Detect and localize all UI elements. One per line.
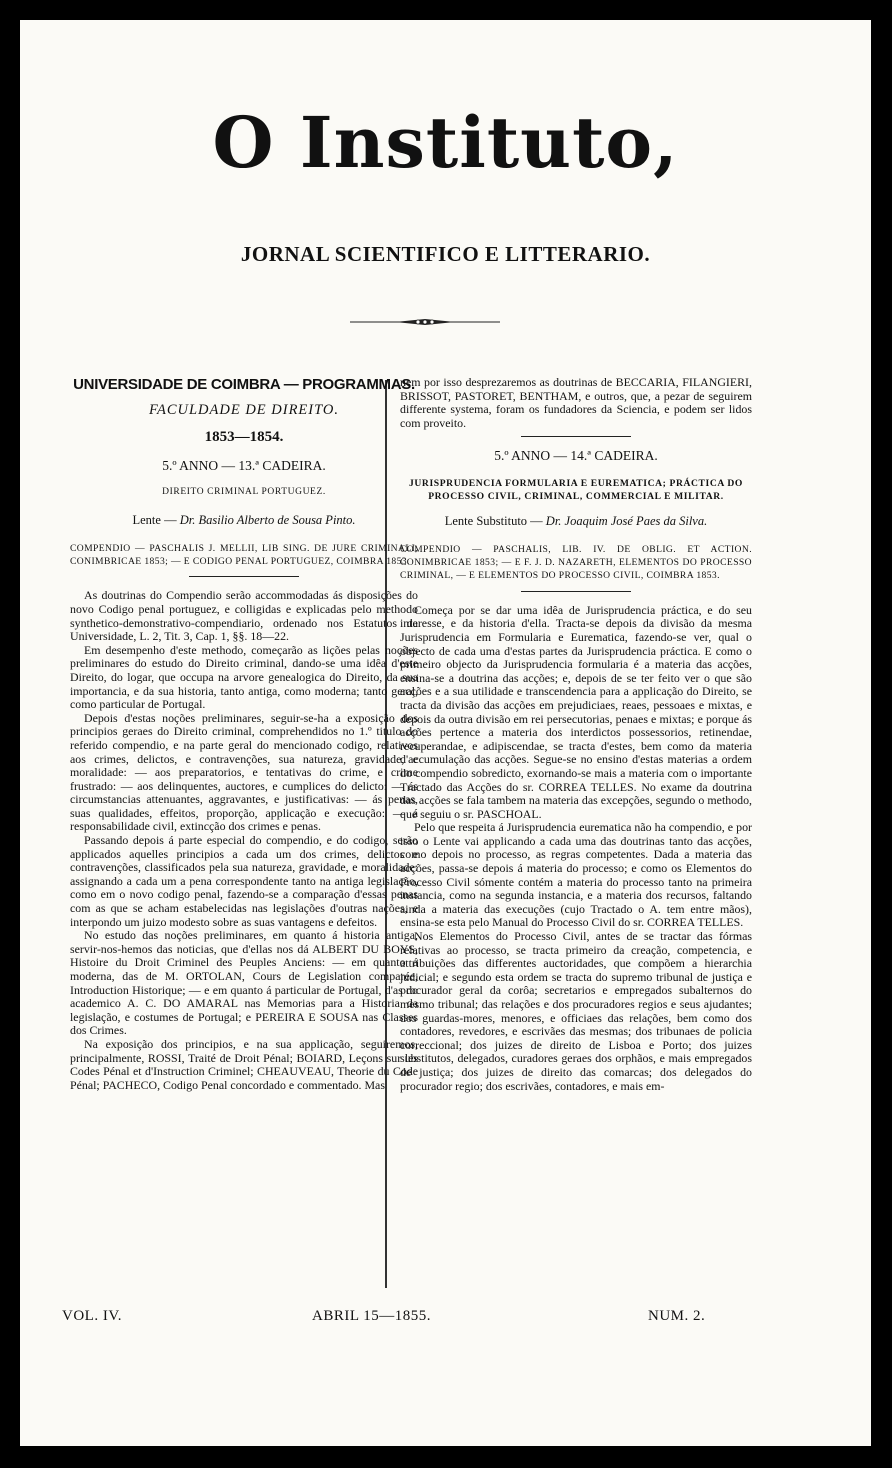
left-column [70,376,418,1092]
right-column [400,376,752,1093]
issue-number: NUM. 2. [648,1308,706,1324]
masthead-title: O Instituto, [212,101,679,184]
subject-heading: DIREITO CRIMINAL PORTUGUEZ. [162,487,326,498]
lecturer-line [400,515,752,529]
compendium-note: COMPENDIO — PASCHALIS J. MELLII, LIB SING. DE JURE CRIMINALI, CONIMBRICAE 1853; — E CODIGO PENAL PORTUGUEZ, COIMBRA 1853. [70,542,418,567]
body-paragraph: Depois d'estas noções preliminares, seguir-se-ha a exposição dos principios geraes do Direito criminal, comprehendidos no 1.º titulo do referido compendio, e na parte geral do mencionado codigo, relativos aos crimes, delictos, e contravenções, sua natureza, gravidade, e moralidade: — aos preparatorios, e tentativas do crime, e crime frustrado: — aos delinquentes, auctores, e cumplices do delicto: — ás circumstancias attenuantes, aggravantes, e justificativas: — ás penas, suas qualidades, effeitos, proporção, applicação e execução: — á responsabilidade civil, extincção dos crimes e penas. [70,710,418,834]
body-paragraph: Pelo que respeita á Jurisprudencia eurematica não ha compendio, e por isso o Lente vai applicando a cada uma das doutrinas tanto das acções, como depois no processo, as regras competentes. Dada a materia das acções, passa-se depois á materia do processo; e como os Elementos do Processo Civil sómente contém a materia do processo tanto na primeira instancia, como na segunda instancia, e a materia dos recursos, faltando ainda a materia das execuções (cujo Tractado o A. tem entre mãos), ensina-se esta pelo Manual do Processo Civil do sr. CORREA TELLES. [400,820,752,930]
year-chair-heading: 5.º ANNO — 13.ª CADEIRA. [162,457,326,473]
lecturer-label: Lente Substituto — [444,513,543,528]
lecturer-line [70,514,418,528]
academic-years: 1853—1854. [204,429,284,446]
year-chair-heading: 5.º ANNO — 14.ª CADEIRA. [494,448,658,464]
short-rule [189,576,299,577]
short-rule [521,436,631,437]
body-paragraph: Começa por se dar uma idêa de Jurisprudencia práctica, e do seu interesse, e da historia d'ella. Tracta-se depois da divisão da mesma Jurisprudencia em Formularia e Eurematica, fazendo-se ver, qual o objecto de cada uma d'estas partes da Jurisprudencia práctica. E como o primeiro objecto da Jurisprudencia formularia é a materia das acções, ensina-se a doutrina das acções; e, depois de se ter feito ver o que são acções e a sua utilidade e transcendencia para a applicação do Direito, se tracta da divisão das acções em prejudiciaes, reaes, pessoaes e mixtas, e depois da outra divisão em rei persecutorias, penaes e mixtas; e porque ás acções pertence a materia dos interdictos possessorios, retinendae, recuperandae, e adipiscendae, se tracta d'estes, bem como da materia d'accumulação das acções. Segue-se no ensino d'estas materias a ordem do compendio sobredicto, exornando-se mais a materia com o importante Tractado das Acções do sr. CORREA TELLES. No exame da doutrina das acções se fala tambem na materia das excepções, segundo o methodo, que seguiu o sr. PASCHOAL. [400,602,752,821]
masthead-subtitle: JORNAL SCIENTIFICO E LITTERARIO. [240,242,651,266]
lecturer-label: Lente — [132,512,177,527]
body-paragraph: Em desempenho d'este methodo, começarão as lições pelas noções preliminares do estudo do Direito criminal, dando-se uma idêa d'este Direito, do logar, que occupa na arvore genealogica do Direito, da sua importancia, e da sua historia, tanto antiga, como moderna; tanto geral, como particular de Portugal. [70,642,418,712]
newspaper-page [20,20,871,1446]
volume-label: VOL. IV. [62,1308,122,1324]
faculty-heading: FACULDADE DE DIREITO. [148,401,340,418]
lecturer-name: Dr. Joaquim José Paes da Silva. [545,513,708,528]
lecturer-name: Dr. Basilio Alberto de Sousa Pinto. [179,512,356,527]
body-paragraph: No estudo das noções preliminares, em quanto á historia antiga, servir-nos-hemos das noticias, que d'ellas nos dá ALBERT DU BOYS, Histoire du Droit Criminel des Peuples Anciens: — em quanto á moderna, das de M. ORTOLAN, Cours de Legislation comparée, Introduction Historique; — e em quanto á particular de Portugal, d'as do academico A. C. DO AMARAL nas Memorias para a Historia da legislação, e costumes de Portugal; e PEREIRA E SOUSA nas Classes dos Crimes. [70,928,418,1038]
continued-paragraph: nem por isso desprezaremos as doutrinas de BECCARIA, FILANGIERI, BRISSOT, PASTORET, BENTHAM, e outros, que, a pezar de seguirem differente systema, foram os fundadores da Sciencia, e podem ser lidos com proveito. [400,375,752,430]
issue-date: ABRIL 15—1855. [312,1308,431,1324]
body-paragraph: Nos Elementos do Processo Civil, antes de se tractar das fórmas relativas ao processo, se tracta primeiro da creação, competencia, e attribuições das differentes auctoridades, que compõem a hierarchia judicial; e segundo esta ordem se tracta do supremo tribunal de justiça e procurador geral da corôa; secretarios e empregados subalternos do mesmo tribunal; das relações e dos procuradores regios e seus ajudantes; dos guardas-mores, menores, e officiaes das relações, bem como dos contadores, revedores, e escrivães das mesmas; dos tribunaes de policia correccional; dos juizes de direito de Lisboa e Porto; dos juizes substitutos, delegados, curadores geraes dos orphãos, e mais empregados de justiça; dos juizes de direito das comarcas; dos delegados do procurador regio; dos escrivães, contadores, e mais em- [400,929,752,1093]
ornament-rule [350,318,500,326]
subject-heading: JURISPRUDENCIA FORMULARIA E EUREMATICA; PRÁCTICA DO PROCESSO CIVIL, CRIMINAL, COMMERCIAL E MILITAR. [409,477,743,502]
short-rule [521,591,631,592]
section-heading: UNIVERSIDADE DE COIMBRA — PROGRAMMAS. [73,376,415,393]
body-paragraph: Passando depois á parte especial do compendio, e do codigo, serão applicados aquelles principios a cada um dos crimes, delictos e contravenções, classificados pela sua natureza, gravidade, e moralidade: assignando a cada um a pena correspondente tanto na antiga legislação, como em o novo codigo penal, fazendo-se a comparação d'essas penas com as que se acham estabelecidas nas legislações d'outras nações, e interpondo um juizo modesto sobre as suas vantagens e defeitos. [70,833,418,929]
compendium-note: COMPENDIO — PASCHALIS, LIB. IV. DE OBLIG. ET ACTION. CONIMBRICAE 1853; — E F. J. D. NAZARETH, ELEMENTOS DO PROCESSO CRIMINAL, — E ELEMENTOS DO PROCESSO CIVIL, COIMBRA 1853. [400,543,752,582]
body-paragraph: As doutrinas do Compendio serão accommodadas ás disposições do novo Codigo penal portuguez, e colligidas e explicadas pelo methodo synthetico-demonstrativo-compendiario, ordenado nos Estatutos da Universidade, L. 2, Tit. 3, Cap. 1, §§. 18—22. [70,588,418,644]
body-paragraph: Na exposição dos principios, e na sua applicação, seguiremos, principalmente, ROSSI, Traité de Droit Pénal; BOIARD, Leçons sur les Codes Pénal et d'Instruction Criminel; CHEAUVEAU, Theorie du Code Pénal; PACHECO, Codigo Penal concordado e commentado. Mas [70,1036,418,1092]
